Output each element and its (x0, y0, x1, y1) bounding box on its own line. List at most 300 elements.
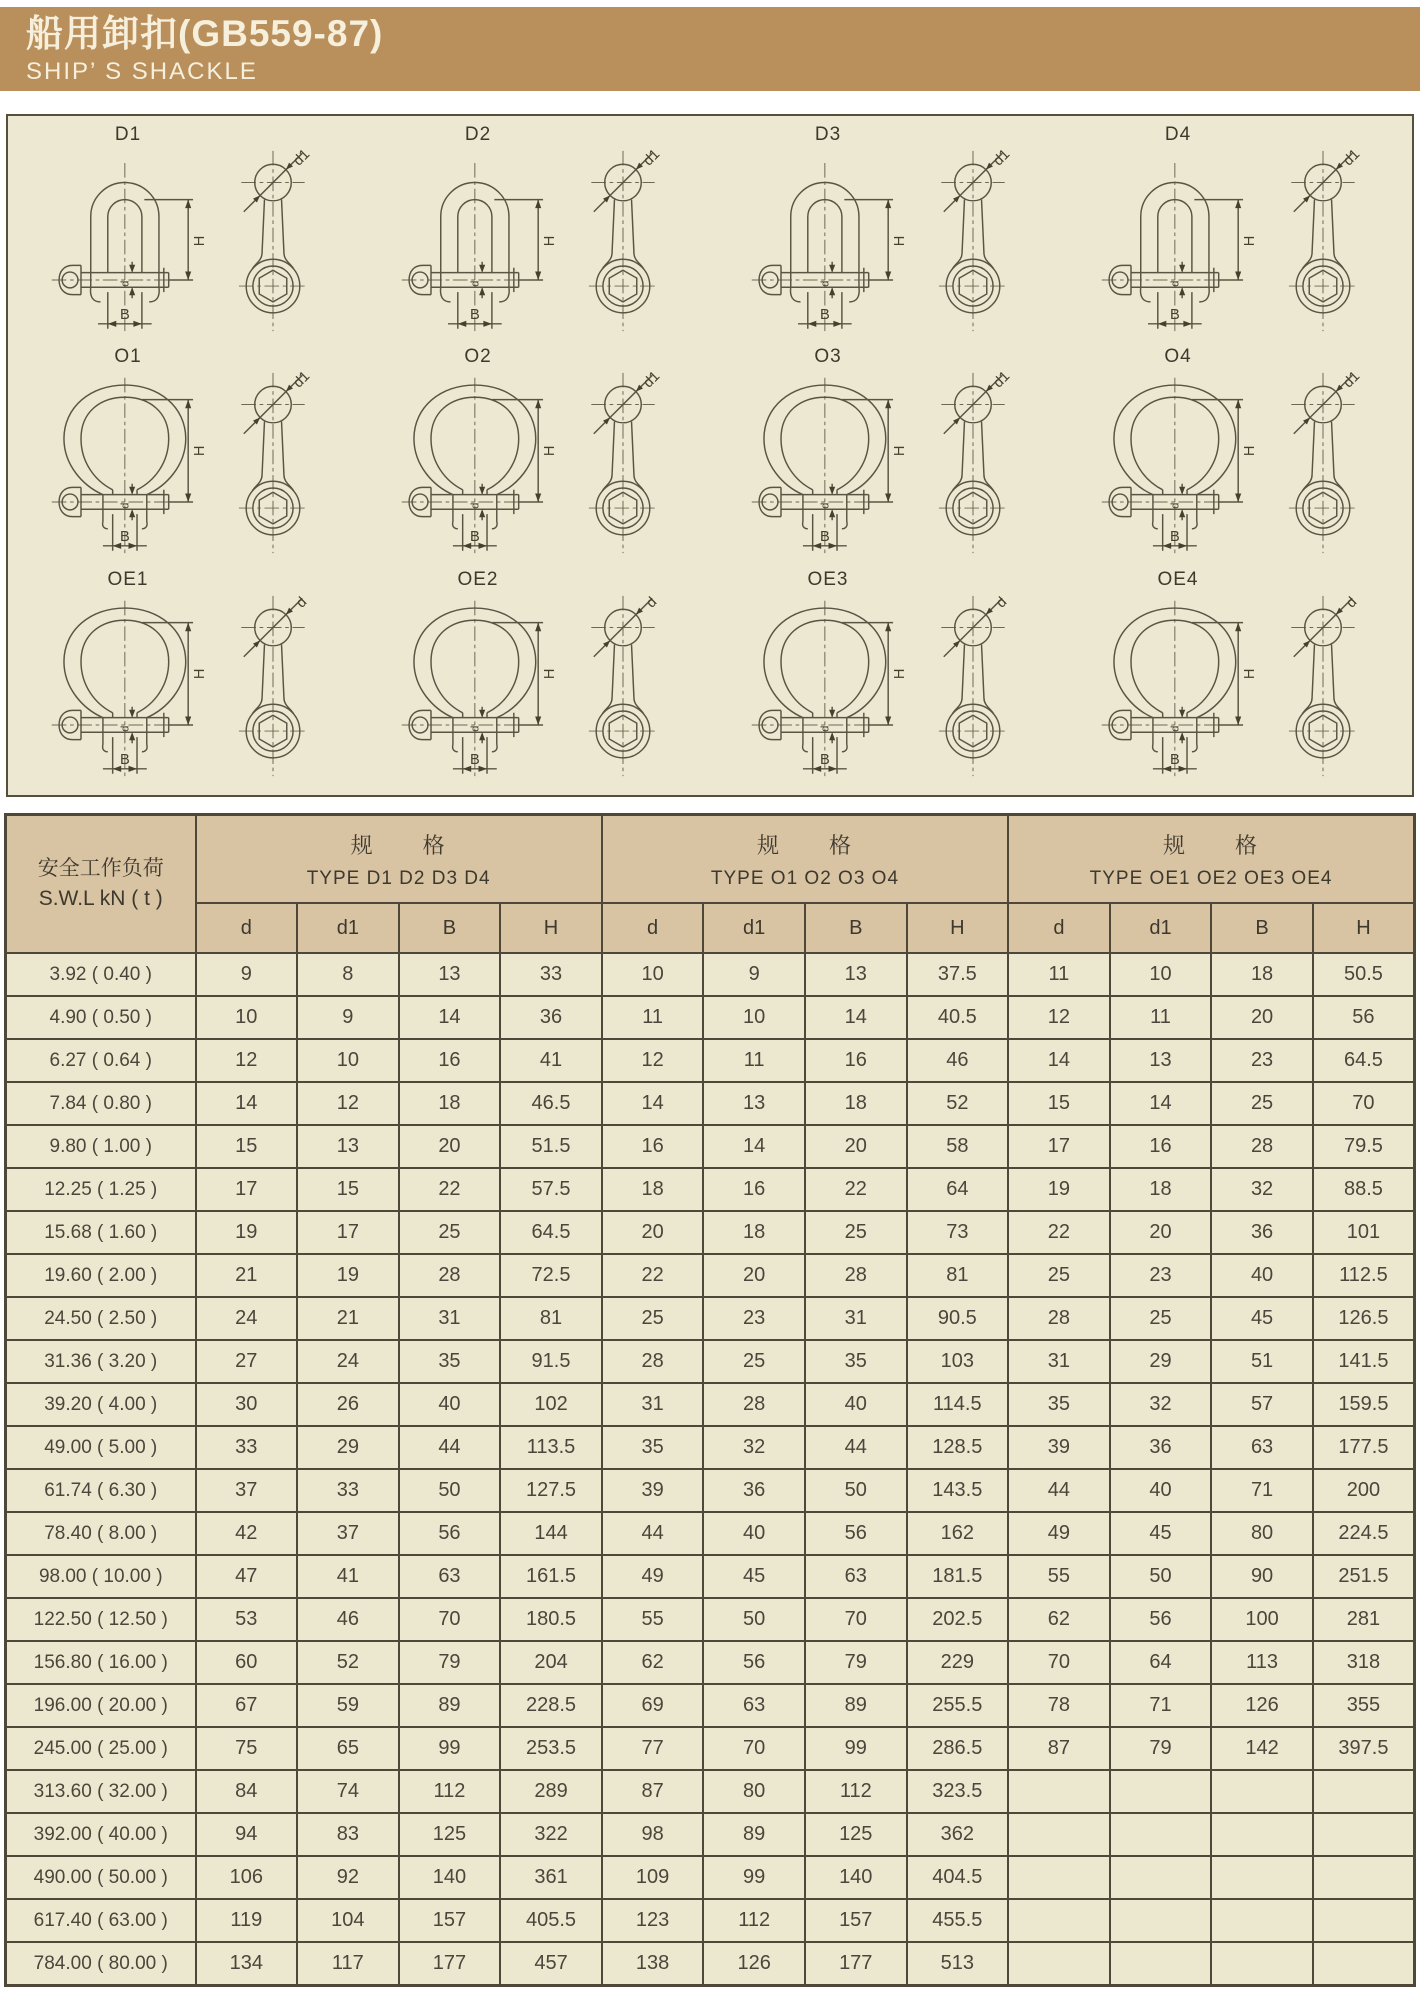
spec-cell: 51.5 (500, 1125, 602, 1168)
spec-cell: 513 (907, 1942, 1009, 1986)
spec-cell: 18 (805, 1082, 907, 1125)
spec-cell: 157 (805, 1899, 907, 1942)
spec-cell: 89 (399, 1684, 501, 1727)
swl-column-header (6, 815, 196, 954)
spec-cell: 25 (602, 1297, 704, 1340)
spec-table (4, 813, 1416, 1987)
spec-cell: 46.5 (500, 1082, 602, 1125)
spec-cell: 18 (1211, 953, 1313, 996)
spec-cell (1008, 1899, 1110, 1942)
spec-cell: 229 (907, 1641, 1009, 1684)
spec-cell: 162 (907, 1512, 1009, 1555)
spec-cell: 31 (805, 1297, 907, 1340)
spec-cell: 63 (1211, 1426, 1313, 1469)
shackle-type-label: D1 (114, 124, 142, 145)
spec-cell: 87 (1008, 1727, 1110, 1770)
spec-cell: 50 (805, 1469, 907, 1512)
spec-cell: 25 (1110, 1297, 1212, 1340)
spec-cell: 29 (297, 1426, 399, 1469)
shackle-pin-side-view-drawing (1274, 591, 1372, 781)
spec-cell: 204 (500, 1641, 602, 1684)
spec-table-row (6, 1297, 1415, 1340)
spec-cell: 10 (1110, 953, 1212, 996)
spec-cell: 11 (602, 996, 704, 1039)
shackle-drawing-cell (1060, 344, 1410, 566)
col-header-d-h: H (500, 903, 602, 953)
spec-cell: 49 (602, 1555, 704, 1598)
col-header-o-b: B (805, 903, 907, 953)
spec-cell: 12 (297, 1082, 399, 1125)
spec-cell (1110, 1899, 1212, 1942)
swl-cell: 156.80 ( 16.00 ) (6, 1641, 196, 1684)
spec-cell: 101 (1313, 1211, 1415, 1254)
spec-cell: 202.5 (907, 1598, 1009, 1641)
spec-cell: 45 (1211, 1297, 1313, 1340)
spec-cell: 26 (297, 1383, 399, 1426)
spec-cell: 112 (703, 1899, 805, 1942)
group-header-type-oe: 规 格 TYPE OE1 OE2 OE3 OE4 (1008, 815, 1414, 904)
spec-table-row (6, 1082, 1415, 1125)
spec-cell: 42 (196, 1512, 298, 1555)
spec-cell: 16 (602, 1125, 704, 1168)
shackle-front-view-drawing (1099, 146, 1258, 336)
spec-cell: 59 (297, 1684, 399, 1727)
swl-cell: 7.84 ( 0.80 ) (6, 1082, 196, 1125)
spec-cell: 19 (1008, 1168, 1110, 1211)
spec-cell (1313, 1899, 1415, 1942)
spec-cell: 102 (500, 1383, 602, 1426)
spec-cell: 114.5 (907, 1383, 1009, 1426)
spec-cell (1008, 1942, 1110, 1986)
shackle-type-label: D2 (464, 124, 492, 145)
spec-cell: 28 (399, 1254, 501, 1297)
spec-table-row (6, 1856, 1415, 1899)
spec-cell: 224.5 (1313, 1512, 1415, 1555)
drawings-panel (6, 114, 1414, 797)
page-title-zh: 船用卸扣(GB559-87) (26, 13, 384, 54)
spec-cell (1110, 1770, 1212, 1813)
spec-cell: 144 (500, 1512, 602, 1555)
spec-cell: 286.5 (907, 1727, 1009, 1770)
spec-cell: 40 (703, 1512, 805, 1555)
spec-cell: 103 (907, 1340, 1009, 1383)
spec-cell: 67 (196, 1684, 298, 1727)
spec-cell: 79.5 (1313, 1125, 1415, 1168)
spec-table-row (6, 1168, 1415, 1211)
spec-cell: 62 (602, 1641, 704, 1684)
spec-cell: 39 (1008, 1426, 1110, 1469)
spec-cell: 45 (1110, 1512, 1212, 1555)
swl-cell: 12.25 ( 1.25 ) (6, 1168, 196, 1211)
swl-cell: 313.60 ( 32.00 ) (6, 1770, 196, 1813)
swl-cell: 784.00 ( 80.00 ) (6, 1942, 196, 1986)
spec-cell: 40 (399, 1383, 501, 1426)
spec-cell: 22 (602, 1254, 704, 1297)
spec-table-row (6, 1727, 1415, 1770)
spec-cell: 24 (196, 1297, 298, 1340)
spec-cell: 99 (703, 1856, 805, 1899)
spec-table-row (6, 1383, 1415, 1426)
spec-cell: 71 (1211, 1469, 1313, 1512)
spec-cell: 41 (500, 1039, 602, 1082)
spec-table-row (6, 1469, 1415, 1512)
spec-cell: 50.5 (1313, 953, 1415, 996)
spec-cell: 10 (703, 996, 805, 1039)
spec-cell: 14 (399, 996, 501, 1039)
spec-cell: 16 (703, 1168, 805, 1211)
spec-cell: 140 (805, 1856, 907, 1899)
spec-cell: 55 (602, 1598, 704, 1641)
spec-cell: 53 (196, 1598, 298, 1641)
spec-cell: 126 (1211, 1684, 1313, 1727)
spec-cell: 457 (500, 1942, 602, 1986)
spec-cell: 56 (703, 1641, 805, 1684)
spec-cell: 52 (297, 1641, 399, 1684)
spec-cell: 11 (1110, 996, 1212, 1039)
spec-cell: 71 (1110, 1684, 1212, 1727)
spec-cell (1110, 1856, 1212, 1899)
spec-cell: 16 (399, 1039, 501, 1082)
col-header-oe-d: d (1008, 903, 1110, 953)
spec-cell: 25 (1008, 1254, 1110, 1297)
swl-cell: 196.00 ( 20.00 ) (6, 1684, 196, 1727)
spec-cell: 31 (1008, 1340, 1110, 1383)
spec-cell: 361 (500, 1856, 602, 1899)
shackle-drawing-cell (360, 122, 710, 344)
spec-cell: 94 (196, 1813, 298, 1856)
spec-cell: 157 (399, 1899, 501, 1942)
spec-cell: 18 (1110, 1168, 1212, 1211)
spec-cell: 255.5 (907, 1684, 1009, 1727)
spec-cell: 83 (297, 1813, 399, 1856)
spec-cell: 25 (1211, 1082, 1313, 1125)
swl-cell: 4.90 ( 0.50 ) (6, 996, 196, 1039)
spec-cell: 161.5 (500, 1555, 602, 1598)
spec-cell: 40 (1211, 1254, 1313, 1297)
swl-cell: 9.80 ( 1.00 ) (6, 1125, 196, 1168)
spec-cell: 75 (196, 1727, 298, 1770)
spec-cell (1313, 1856, 1415, 1899)
spec-cell: 44 (1008, 1469, 1110, 1512)
spec-cell: 142 (1211, 1727, 1313, 1770)
spec-cell: 27 (196, 1340, 298, 1383)
col-header-oe-h: H (1313, 903, 1415, 953)
spec-table-body (6, 953, 1415, 1986)
shackle-pin-side-view-drawing (224, 591, 322, 781)
spec-table-row (6, 1211, 1415, 1254)
spec-cell: 74 (297, 1770, 399, 1813)
spec-cell: 98 (602, 1813, 704, 1856)
spec-cell: 35 (805, 1340, 907, 1383)
shackle-pin-side-view-drawing (224, 368, 322, 558)
spec-cell: 89 (703, 1813, 805, 1856)
spec-cell: 79 (805, 1641, 907, 1684)
spec-cell: 35 (1008, 1383, 1110, 1426)
spec-table-row (6, 1899, 1415, 1942)
spec-cell: 123 (602, 1899, 704, 1942)
spec-cell: 62 (1008, 1598, 1110, 1641)
spec-cell: 117 (297, 1942, 399, 1986)
spec-cell: 20 (1211, 996, 1313, 1039)
spec-cell (1008, 1856, 1110, 1899)
spec-cell (1110, 1942, 1212, 1986)
spec-cell: 289 (500, 1770, 602, 1813)
spec-cell: 177 (399, 1942, 501, 1986)
swl-cell: 61.74 ( 6.30 ) (6, 1469, 196, 1512)
shackle-drawing-cell (1060, 122, 1410, 344)
spec-cell: 91.5 (500, 1340, 602, 1383)
spec-table-row (6, 1555, 1415, 1598)
spec-cell: 35 (602, 1426, 704, 1469)
shackle-type-label: O4 (1164, 346, 1192, 368)
spec-cell: 44 (602, 1512, 704, 1555)
spec-cell: 64.5 (1313, 1039, 1415, 1082)
spec-cell: 24 (297, 1340, 399, 1383)
spec-cell: 281 (1313, 1598, 1415, 1641)
spec-cell: 58 (907, 1125, 1009, 1168)
swl-cell: 490.00 ( 50.00 ) (6, 1856, 196, 1899)
spec-cell: 17 (196, 1168, 298, 1211)
spec-cell: 11 (703, 1039, 805, 1082)
spec-cell: 31 (602, 1383, 704, 1426)
col-header-d-b: B (399, 903, 501, 953)
spec-cell: 16 (1110, 1125, 1212, 1168)
swl-cell: 15.68 ( 1.60 ) (6, 1211, 196, 1254)
spec-cell: 32 (1211, 1168, 1313, 1211)
spec-cell: 362 (907, 1813, 1009, 1856)
spec-cell (1211, 1813, 1313, 1856)
spec-cell: 87 (602, 1770, 704, 1813)
spec-cell: 80 (703, 1770, 805, 1813)
spec-cell: 55 (1008, 1555, 1110, 1598)
swl-cell: 392.00 ( 40.00 ) (6, 1813, 196, 1856)
spec-cell: 46 (297, 1598, 399, 1641)
spec-cell: 28 (1211, 1125, 1313, 1168)
shackle-pin-side-view-drawing (574, 146, 672, 336)
swl-cell: 6.27 ( 0.64 ) (6, 1039, 196, 1082)
spec-cell: 36 (703, 1469, 805, 1512)
spec-cell: 36 (1211, 1211, 1313, 1254)
spec-cell (1313, 1942, 1415, 1986)
spec-cell: 41 (297, 1555, 399, 1598)
spec-cell: 23 (1110, 1254, 1212, 1297)
spec-cell: 9 (297, 996, 399, 1039)
group-header-type-d: 规 格 TYPE D1 D2 D3 D4 (196, 815, 602, 904)
spec-cell: 23 (1211, 1039, 1313, 1082)
shackle-drawing-cell (10, 344, 360, 566)
spec-cell: 13 (805, 953, 907, 996)
spec-cell: 73 (907, 1211, 1009, 1254)
spec-cell: 60 (196, 1641, 298, 1684)
shackle-type-label: O2 (464, 346, 492, 368)
spec-cell: 14 (1008, 1039, 1110, 1082)
spec-cell: 90 (1211, 1555, 1313, 1598)
spec-cell: 112.5 (1313, 1254, 1415, 1297)
shackle-front-view-drawing (1099, 591, 1258, 781)
spec-table-row (6, 1125, 1415, 1168)
shackle-type-label: D4 (1164, 124, 1192, 145)
spec-cell: 88.5 (1313, 1168, 1415, 1211)
spec-cell: 84 (196, 1770, 298, 1813)
spec-cell: 92 (297, 1856, 399, 1899)
spec-cell: 37 (196, 1469, 298, 1512)
swl-cell: 19.60 ( 2.00 ) (6, 1254, 196, 1297)
spec-cell: 69 (602, 1684, 704, 1727)
spec-cell: 12 (1008, 996, 1110, 1039)
spec-cell: 70 (805, 1598, 907, 1641)
swl-cell: 617.40 ( 63.00 ) (6, 1899, 196, 1942)
spec-table-row (6, 953, 1415, 996)
spec-cell: 8 (297, 953, 399, 996)
spec-cell: 28 (703, 1383, 805, 1426)
shackle-pin-side-view-drawing (1274, 146, 1372, 336)
spec-cell: 20 (805, 1125, 907, 1168)
page-header-banner (0, 7, 1420, 91)
spec-table-row (6, 1426, 1415, 1469)
shackle-front-view-drawing (749, 146, 908, 336)
spec-cell: 28 (1008, 1297, 1110, 1340)
spec-cell: 36 (500, 996, 602, 1039)
spec-cell: 57.5 (500, 1168, 602, 1211)
spec-cell: 21 (196, 1254, 298, 1297)
spec-cell: 177 (805, 1942, 907, 1986)
spec-cell: 33 (297, 1469, 399, 1512)
spec-cell (1313, 1770, 1415, 1813)
drawings-grid (8, 116, 1412, 795)
shackle-type-label: OE2 (457, 568, 499, 590)
shackle-pin-side-view-drawing (1274, 368, 1372, 558)
spec-cell (1313, 1813, 1415, 1856)
spec-cell: 143.5 (907, 1469, 1009, 1512)
col-header-oe-d1: d1 (1110, 903, 1212, 953)
spec-cell: 63 (703, 1684, 805, 1727)
swl-cell: 49.00 ( 5.00 ) (6, 1426, 196, 1469)
shackle-pin-side-view-drawing (924, 591, 1022, 781)
swl-cell: 245.00 ( 25.00 ) (6, 1727, 196, 1770)
swl-cell: 122.50 ( 12.50 ) (6, 1598, 196, 1641)
shackle-front-view-drawing (749, 591, 908, 781)
spec-cell: 33 (196, 1426, 298, 1469)
spec-cell: 104 (297, 1899, 399, 1942)
spec-cell: 63 (399, 1555, 501, 1598)
spec-table-row (6, 1942, 1415, 1986)
spec-cell: 56 (399, 1512, 501, 1555)
shackle-front-view-drawing (749, 368, 908, 558)
spec-cell: 119 (196, 1899, 298, 1942)
spec-table-row (6, 996, 1415, 1039)
shackle-type-label: O3 (814, 346, 842, 368)
spec-cell: 19 (297, 1254, 399, 1297)
shackle-type-label: OE3 (807, 568, 849, 590)
spec-cell: 49 (1008, 1512, 1110, 1555)
shackle-pin-side-view-drawing (924, 368, 1022, 558)
spec-cell: 159.5 (1313, 1383, 1415, 1426)
spec-cell: 70 (703, 1727, 805, 1770)
spec-cell: 113 (1211, 1641, 1313, 1684)
spec-cell: 77 (602, 1727, 704, 1770)
spec-cell: 64 (1110, 1641, 1212, 1684)
spec-cell: 35 (399, 1340, 501, 1383)
spec-cell: 318 (1313, 1641, 1415, 1684)
spec-cell: 14 (602, 1082, 704, 1125)
spec-cell: 13 (1110, 1039, 1212, 1082)
spec-cell: 64.5 (500, 1211, 602, 1254)
spec-cell: 20 (703, 1254, 805, 1297)
spec-cell: 39 (602, 1469, 704, 1512)
spec-cell: 125 (399, 1813, 501, 1856)
spec-cell: 81 (907, 1254, 1009, 1297)
spec-cell: 36 (1110, 1426, 1212, 1469)
spec-cell: 20 (1110, 1211, 1212, 1254)
spec-cell: 40.5 (907, 996, 1009, 1039)
spec-cell: 15 (1008, 1082, 1110, 1125)
shackle-drawing-cell (710, 344, 1060, 566)
spec-cell: 253.5 (500, 1727, 602, 1770)
spec-cell: 25 (703, 1340, 805, 1383)
shackle-pin-side-view-drawing (224, 146, 322, 336)
spec-cell: 22 (399, 1168, 501, 1211)
spec-table-row (6, 1598, 1415, 1641)
spec-cell: 46 (907, 1039, 1009, 1082)
swl-cell: 3.92 ( 0.40 ) (6, 953, 196, 996)
spec-cell: 14 (805, 996, 907, 1039)
col-header-d-d: d (196, 903, 298, 953)
spec-cell: 10 (602, 953, 704, 996)
spec-cell: 44 (805, 1426, 907, 1469)
spec-cell: 404.5 (907, 1856, 1009, 1899)
spec-table-row (6, 1813, 1415, 1856)
spec-cell: 12 (196, 1039, 298, 1082)
spec-cell: 40 (1110, 1469, 1212, 1512)
spec-cell: 50 (399, 1469, 501, 1512)
spec-cell: 177.5 (1313, 1426, 1415, 1469)
spec-cell: 134 (196, 1942, 298, 1986)
shackle-pin-side-view-drawing (574, 368, 672, 558)
spec-cell: 22 (805, 1168, 907, 1211)
shackle-type-label: D3 (814, 124, 842, 145)
spec-table-row (6, 1641, 1415, 1684)
col-header-oe-b: B (1211, 903, 1313, 953)
spec-cell: 112 (399, 1770, 501, 1813)
spec-cell: 28 (602, 1340, 704, 1383)
spec-cell: 90.5 (907, 1297, 1009, 1340)
spec-cell: 40 (805, 1383, 907, 1426)
spec-table-row (6, 1512, 1415, 1555)
swl-header-en: S.W.L kN ( t ) (38, 887, 163, 910)
spec-cell: 405.5 (500, 1899, 602, 1942)
spec-cell: 45 (703, 1555, 805, 1598)
spec-cell: 99 (805, 1727, 907, 1770)
swl-cell: 24.50 ( 2.50 ) (6, 1297, 196, 1340)
spec-cell: 15 (297, 1168, 399, 1211)
spec-cell: 10 (196, 996, 298, 1039)
shackle-front-view-drawing (399, 368, 558, 558)
spec-cell (1008, 1770, 1110, 1813)
col-header-o-d: d (602, 903, 704, 953)
group-header-type-o: 规 格 TYPE O1 O2 O3 O4 (602, 815, 1008, 904)
spec-cell: 37.5 (907, 953, 1009, 996)
spec-cell: 112 (805, 1770, 907, 1813)
spec-cell: 126 (703, 1942, 805, 1986)
shackle-front-view-drawing (1099, 368, 1258, 558)
spec-cell: 47 (196, 1555, 298, 1598)
spec-cell: 79 (399, 1641, 501, 1684)
spec-cell: 99 (399, 1727, 501, 1770)
spec-table-row (6, 1039, 1415, 1082)
spec-cell: 44 (399, 1426, 501, 1469)
spec-cell: 251.5 (1313, 1555, 1415, 1598)
spec-cell: 14 (703, 1125, 805, 1168)
